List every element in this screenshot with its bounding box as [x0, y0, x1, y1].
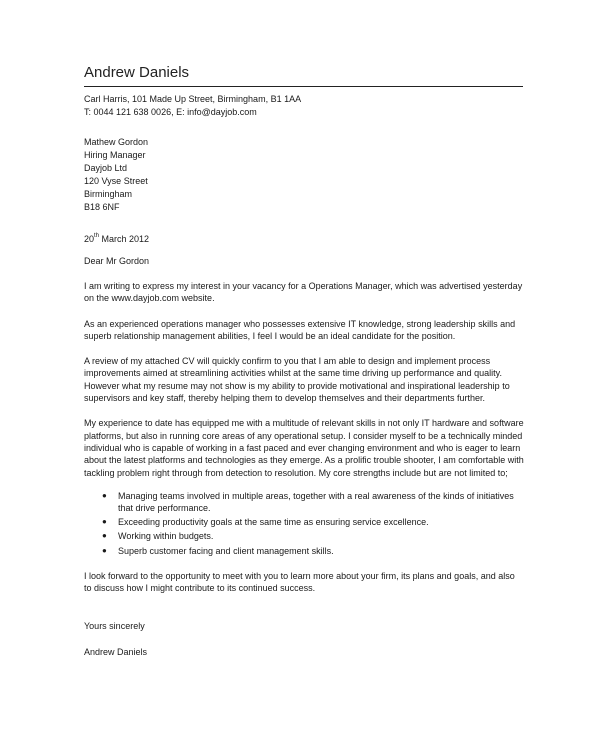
body-paragraph: A review of my attached CV will quickly confirm to you that I am able to design and implement process improvements aimed at streamlining activities whilst at the same time driving up performance and quality. However what my resume may not show is my ability to provide motivational and inspirational leadership to supervisors and key staff, thereby helping them to develop themselves and their departments further. — [84, 356, 510, 404]
sender-name: Andrew Daniels — [84, 64, 190, 81]
list-item-text: Managing teams involved in multiple areas, together with a real awareness of the kinds of initiatives that drive performance. — [118, 490, 514, 514]
body-paragraph: I am writing to express my interest in your vacancy for a Operations Manager, which was advertised yesterday on the www.dayjob.com website. — [84, 281, 523, 304]
list-item-text: Exceeding productivity goals at the same time as ensuring service excellence. — [118, 517, 429, 528]
letter-date — [84, 231, 524, 245]
recipient-line: Mathew Gordon — [84, 137, 149, 147]
recipient-line: Birmingham — [84, 189, 133, 199]
header-divider — [84, 86, 523, 87]
bullet-icon: ● — [102, 531, 107, 541]
list-item — [102, 530, 524, 542]
list-item-text: Working within budgets. — [118, 531, 214, 542]
salutation: Dear Mr Gordon — [84, 256, 150, 266]
list-item — [102, 516, 524, 528]
bullet-icon: ● — [102, 517, 107, 527]
signature-name: Andrew Daniels — [84, 647, 148, 658]
body-paragraph: My experience to date has equipped me with a multitude of relevant skills in not only IT hardware and software platforms, but also in running core areas of any operational setup. I consider myself to be a technically minded individual who is capable of working in a fast paced and ever changing environment and who is eager to learn about the latest platforms and technologies as they emerge. As a prolific trouble shooter, I am comfortable with tackling problem right through from detection to resolution. My core strengths include but are not limited to; — [84, 418, 524, 478]
sender-contact: T: 0044 121 638 0026, E: info@dayjob.com — [84, 107, 257, 117]
strengths-list — [84, 490, 524, 557]
sender-address: Carl Harris, 101 Made Up Street, Birmingham, B1 1AA — [84, 94, 302, 104]
list-item — [102, 490, 524, 514]
bullet-icon: ● — [102, 490, 107, 500]
signoff: Yours sincerely — [84, 621, 145, 632]
list-item — [102, 545, 524, 557]
recipient-line: Dayjob Ltd — [84, 163, 128, 173]
recipient-line: B18 6NF — [84, 202, 120, 212]
body-paragraph: As an experienced operations manager who possesses extensive IT knowledge, strong leadership skills and superb relationship management abilities, I feel I would be an ideal candidate for the position. — [84, 318, 516, 341]
bullet-icon: ● — [102, 545, 107, 555]
date-month-year: March 2012 — [99, 234, 150, 244]
date-suffix: th — [94, 233, 100, 239]
date-day: 20 — [84, 234, 95, 244]
recipient-line: 120 Vyse Street — [84, 176, 148, 186]
letter-content — [84, 64, 524, 658]
list-item-text: Superb customer facing and client management skills. — [118, 545, 334, 556]
closing-paragraph: I look forward to the opportunity to meet with you to learn more about your firm, its plans and goals, and also to discuss how I might contribute to its continued success. — [84, 570, 515, 594]
recipient-block — [84, 136, 524, 214]
recipient-line: Hiring Manager — [84, 150, 146, 160]
